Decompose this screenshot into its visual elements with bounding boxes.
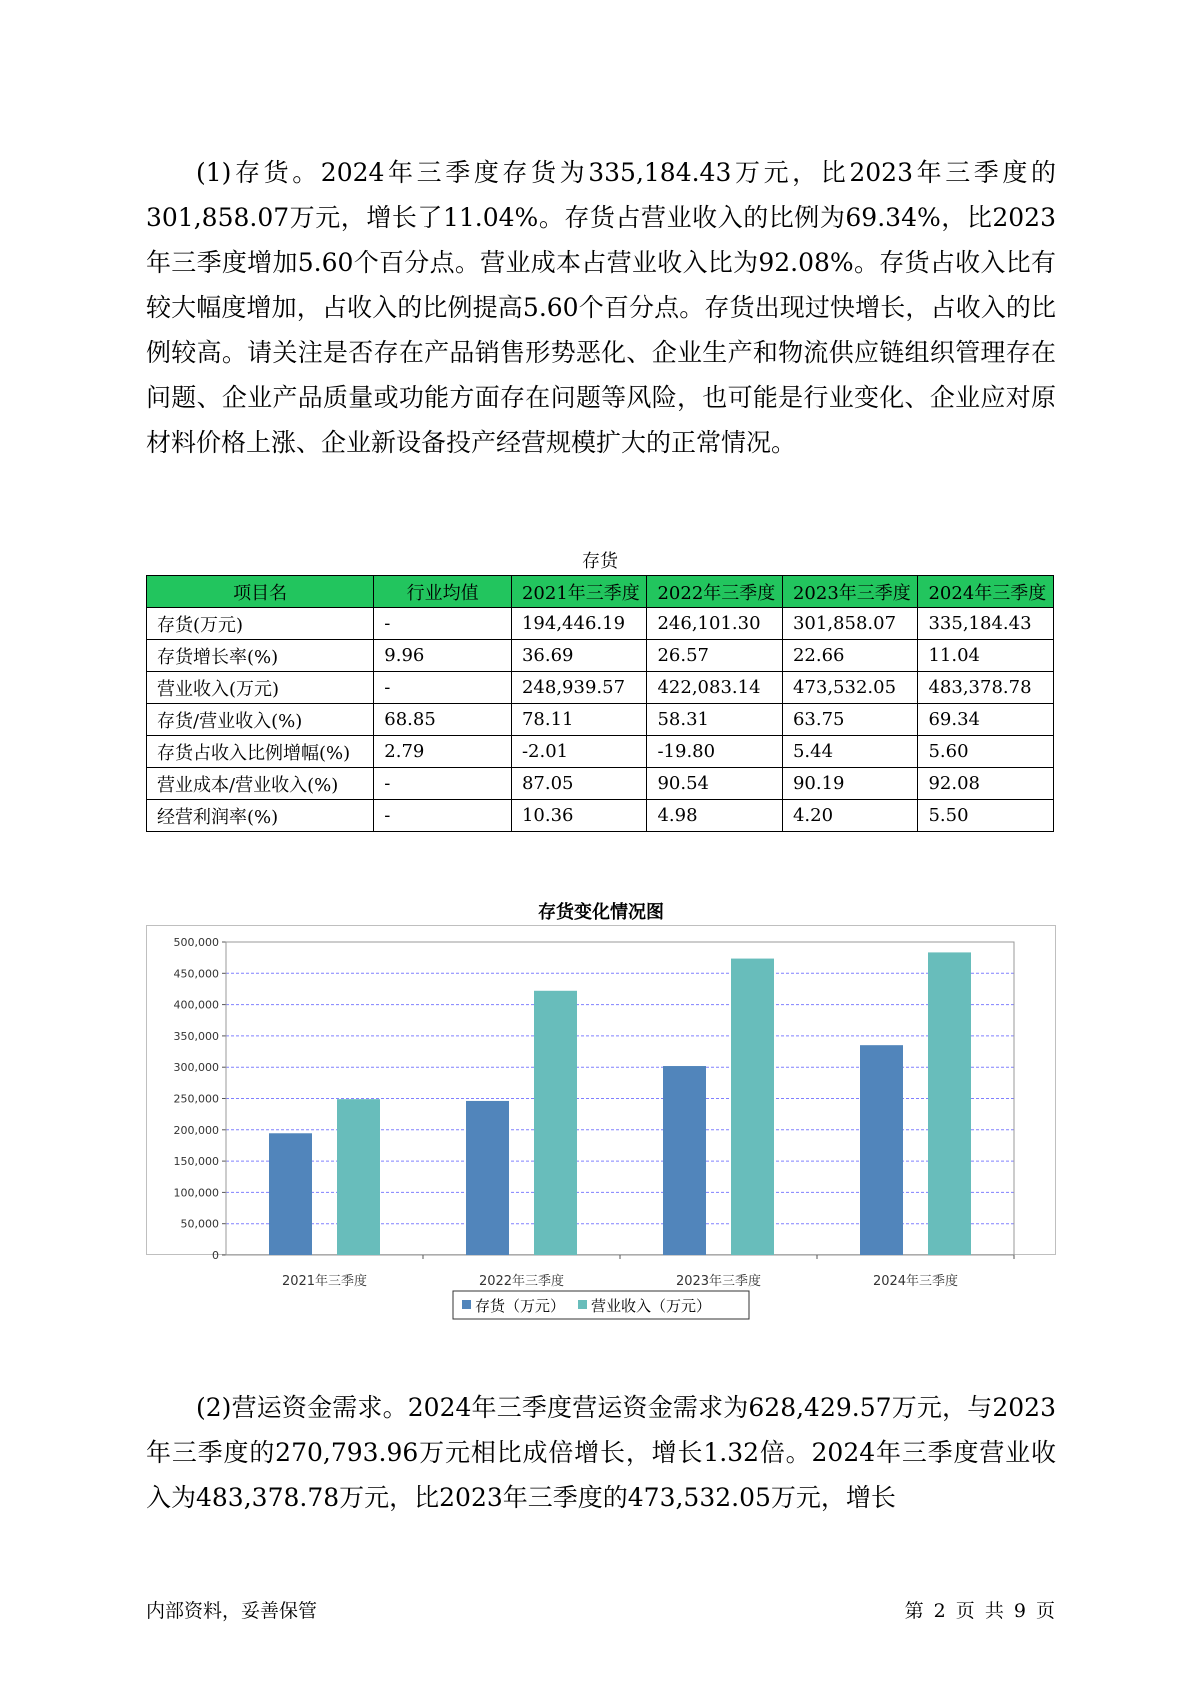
table-cell: 301,858.07 [782,608,918,640]
table-cell: 248,939.57 [511,672,647,704]
table-row [147,800,1054,832]
y-tick-label: 100,000 [173,1186,219,1200]
table-cell: - [374,768,512,800]
footer-confidential-note: 内部资料，妥善保管 [146,1600,318,1622]
bar [466,1101,509,1255]
table-cell: 69.34 [918,704,1054,736]
table-header-row [147,576,1054,608]
table-cell: 存货(万元) [147,608,374,640]
x-tick-label: 2022年三季度 [478,1274,565,1289]
bar [534,991,577,1255]
y-tick-label: 450,000 [173,967,219,981]
table-cell: -2.01 [511,736,647,768]
y-tick-label: 50,000 [180,1217,219,1231]
header-industry-average: 行业均值 [374,576,512,608]
y-tick-label: 400,000 [173,998,219,1012]
table-cell: 483,378.78 [918,672,1054,704]
x-tick-label: 2021年三季度 [281,1274,368,1289]
table-cell: 87.05 [511,768,647,800]
header-2023-q3: 2023年三季度 [782,576,918,608]
inventory-bar-chart [146,925,1056,1345]
table-cell: - [374,608,512,640]
table-cell: 92.08 [918,768,1054,800]
table-cell: 58.31 [647,704,783,736]
y-tick-label: 0 [212,1249,219,1262]
y-tick-label: 500,000 [173,936,219,949]
table-cell: 63.75 [782,704,918,736]
bar [269,1133,312,1255]
bar [928,952,971,1255]
legend-swatch [578,1300,587,1309]
bar [731,959,774,1255]
table-cell: - [374,800,512,832]
bar [860,1045,903,1255]
table-cell: 422,083.14 [647,672,783,704]
table-cell: 194,446.19 [511,608,647,640]
table-cell: 90.54 [647,768,783,800]
legend-label: 营业收入（万元） [591,1297,712,1315]
table-cell: -19.80 [647,736,783,768]
table-cell: 经营利润率(%) [147,800,374,832]
table-cell: 存货占收入比例增幅(%) [147,736,374,768]
table-caption: 存货 [582,551,618,572]
table-cell: 9.96 [374,640,512,672]
table-cell: 335,184.43 [918,608,1054,640]
legend-swatch [462,1300,471,1309]
table-row [147,640,1054,672]
table-cell: 5.44 [782,736,918,768]
footer-page-number: 第 2 页 共 9 页 [904,1600,1055,1622]
table-row [147,736,1054,768]
table-row [147,672,1054,704]
table-cell: 存货增长率(%) [147,640,374,672]
header-2022-q3: 2022年三季度 [647,576,783,608]
inventory-paragraph: (1)存货。2024年三季度存货为335,184.43万元，比2023年三季度的301,858.07万元，增长了11.04%。存货占营业收入的比例为69.34%，比2023年三季度增加5.60个百分点。营业成本占营业收入比为92.08%。存货占收入比有较大幅度增加，占收入的比例提高5.60个百分点。存货出现过快增长，占收入的比例较高。请关注是否存在产品销售形势恶化、企业生产和物流供应链组织管理存在问题、企业产品质量或功能方面存在问题等风险，也可能是行业变化、企业应对原材料价格上涨、企业新设备投产经营规模扩大的正常情况。 [146,158,1056,457]
y-tick-label: 350,000 [173,1029,219,1043]
table-cell: 78.11 [511,704,647,736]
header-2024-q3: 2024年三季度 [918,576,1054,608]
table-cell: 存货/营业收入(%) [147,704,374,736]
table-row [147,608,1054,640]
table-row [147,768,1054,800]
table-cell: 4.20 [782,800,918,832]
table-cell: 26.57 [647,640,783,672]
table-cell: 11.04 [918,640,1054,672]
y-tick-label: 200,000 [173,1123,219,1137]
table-cell: 473,532.05 [782,672,918,704]
table-cell: 68.85 [374,704,512,736]
table-cell: 4.98 [647,800,783,832]
bar [663,1066,706,1255]
x-tick-label: 2023年三季度 [675,1274,762,1289]
working-capital-paragraph: (2)营运资金需求。2024年三季度营运资金需求为628,429.57万元，与2023年三季度的270,793.96万元相比成倍增长，增长1.32倍。2024年三季度营业收入为483,378.78万元，比2023年三季度的473,532.05万元，增长 [146,1393,1056,1512]
table-cell: 2.79 [374,736,512,768]
table-row [147,704,1054,736]
table-cell: 5.60 [918,736,1054,768]
table-cell: 246,101.30 [647,608,783,640]
table-cell: 5.50 [918,800,1054,832]
y-tick-label: 150,000 [173,1155,219,1169]
table-cell: 10.36 [511,800,647,832]
table-cell: 90.19 [782,768,918,800]
header-item-name: 项目名 [147,576,374,608]
inventory-table [146,575,1054,832]
chart-title: 存货变化情况图 [538,902,664,923]
y-tick-label: 250,000 [173,1092,219,1106]
header-2021-q3: 2021年三季度 [511,576,647,608]
legend-label: 存货（万元） [475,1297,566,1315]
table-cell: - [374,672,512,704]
table-cell: 营业收入(万元) [147,672,374,704]
table-cell: 22.66 [782,640,918,672]
table-cell: 36.69 [511,640,647,672]
bar [337,1099,380,1255]
y-tick-label: 300,000 [173,1061,219,1075]
x-tick-label: 2024年三季度 [872,1274,959,1289]
table-cell: 营业成本/营业收入(%) [147,768,374,800]
